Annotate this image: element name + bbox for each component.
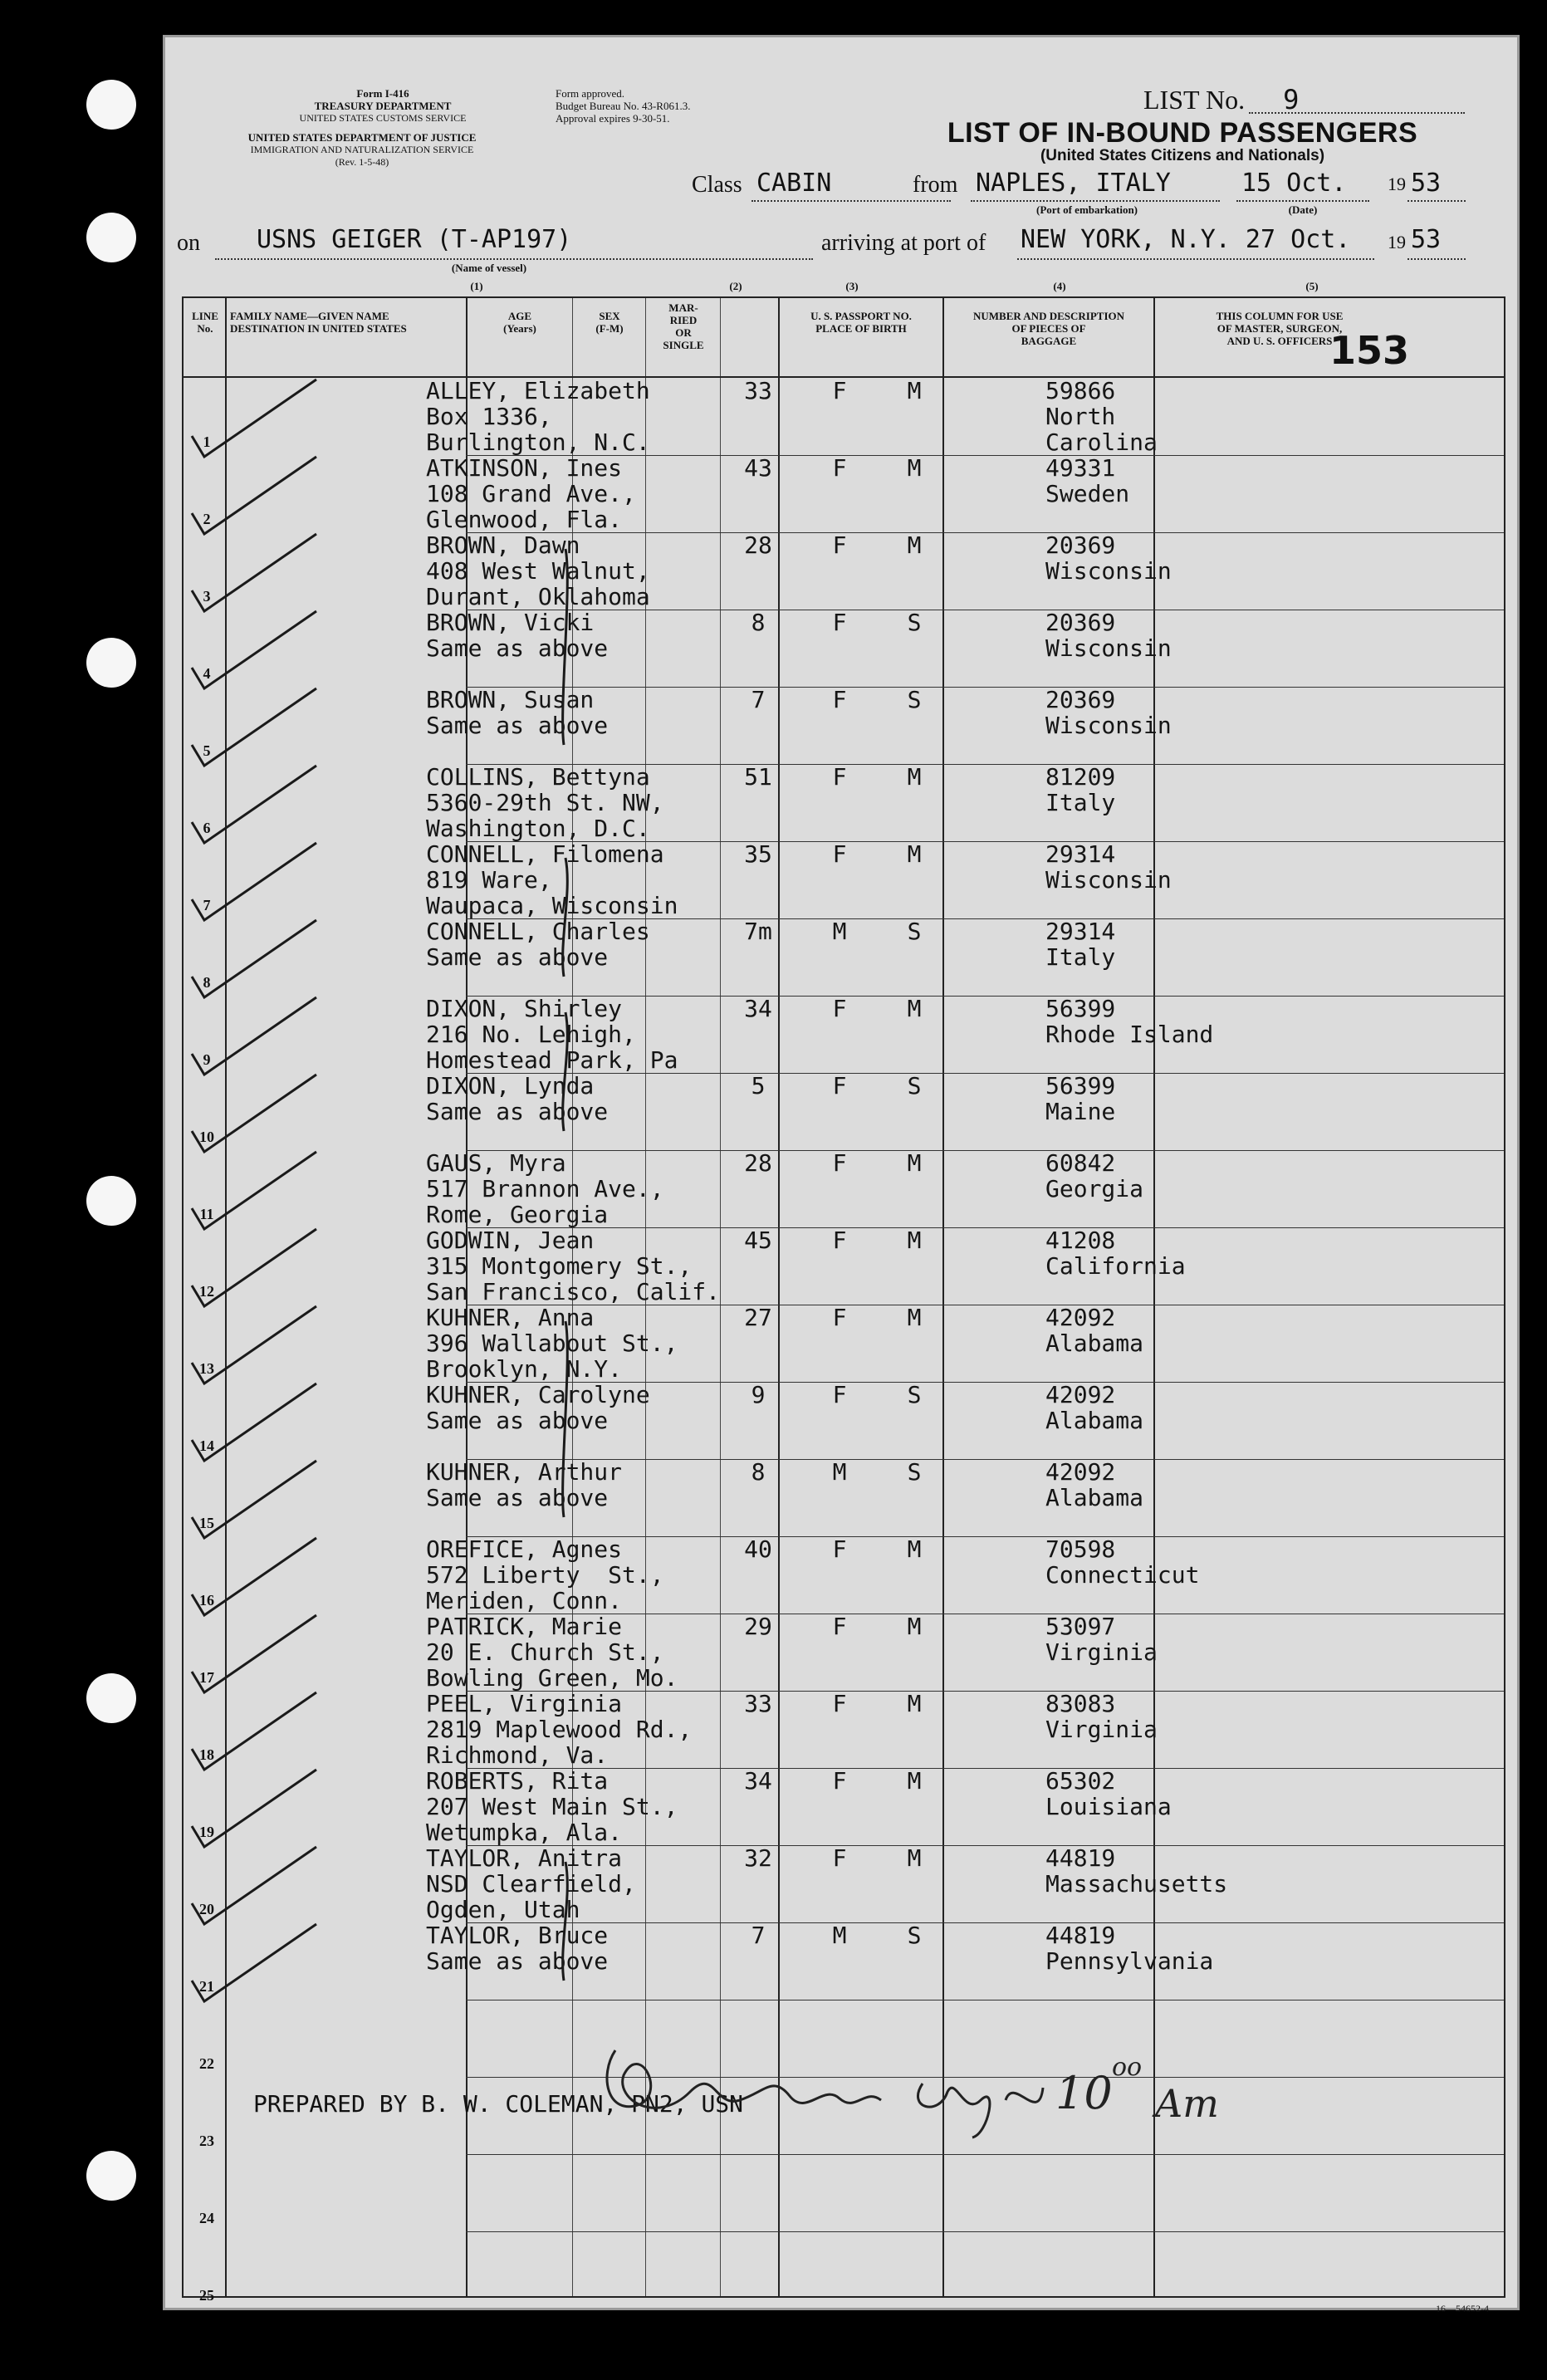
passenger-name: BROWN, Dawn [426,531,580,559]
check-mark [192,1383,316,1461]
marital-status: S [907,686,922,713]
place-of-birth: Alabama [1045,1330,1144,1357]
from-date: 15 Oct. [1241,169,1347,198]
from-year: 53 [1411,169,1442,198]
check-mark [192,1229,316,1306]
passenger-sex: F [832,1613,847,1640]
check-mark [192,611,316,688]
place-of-birth: California [1045,1252,1186,1280]
passenger-name: TAYLOR, Bruce [426,1922,609,1949]
svg-text:oo: oo [1112,2053,1143,2082]
passport-number: 29314 [1045,840,1116,868]
col-header-officer: THIS COLUMN FOR USE OF MASTER, SURGEON, AND U. S. OFFICERS [1216,310,1344,347]
passenger-sex: F [832,1535,847,1563]
from-port: NAPLES, ITALY [976,169,1171,198]
passport-number: 53097 [1045,1613,1116,1640]
passenger-address-2: Homestead Park, Pa [426,1046,678,1074]
marital-status: S [907,1458,922,1486]
marital-status: M [907,1767,922,1795]
passenger-address-1: 572 Liberty St., [426,1561,664,1589]
check-mark [192,1461,316,1538]
passport-number: 60842 [1045,1149,1116,1177]
passenger-age: 33 [744,377,772,404]
passenger-age: 35 [744,840,772,868]
line-number: 1 [203,433,211,450]
passport-number: 20369 [1045,686,1116,713]
customs-service: UNITED STATES CUSTOMS SERVICE [299,112,467,124]
passenger-sex: F [832,1304,847,1331]
place-of-birth: Sweden [1045,480,1130,507]
line-number: 23 [199,2133,214,2149]
passport-number: 20369 [1045,531,1116,559]
passenger-address-2: Ogden, Utah [426,1896,580,1923]
line-number: 8 [203,974,211,991]
check-mark [192,1924,316,2001]
line-number: 21 [199,1978,214,1995]
marital-status: S [907,609,922,636]
line-number: 15 [199,1515,214,1531]
passenger-age: 34 [744,1767,772,1795]
line-number: 5 [203,742,211,759]
passenger-address-1: 819 Ware, [426,866,552,894]
place-of-birth: Wisconsin [1045,557,1172,585]
passport-number: 44819 [1045,1844,1116,1872]
passenger-age: 7 [751,1922,766,1949]
marital-status: M [907,1844,922,1872]
year-prefix: 19 [1388,174,1406,194]
date-caption: (Date) [1288,203,1318,216]
line-number: 16 [199,1592,214,1609]
passenger-address-2: Rome, Georgia [426,1201,609,1228]
place-of-birth: Maine [1045,1098,1116,1125]
handwritten-signature [590,2025,1221,2142]
revision-date: (Rev. 1-5-48) [335,156,389,168]
line-number: 11 [199,1206,214,1222]
passport-number: 42092 [1045,1304,1116,1331]
svg-text:10: 10 [1055,2067,1113,2119]
passport-number: 29314 [1045,918,1116,945]
passenger-address-1: Same as above [426,1947,609,1975]
place-of-birth: North [1045,403,1116,430]
passenger-address-1: 216 No. Lehigh, [426,1021,636,1048]
place-of-birth-2: Carolina [1045,428,1158,456]
passenger-name: PEEL, Virginia [426,1690,623,1717]
check-mark [192,534,316,611]
passenger-age: 34 [744,995,772,1022]
check-mark [192,688,316,766]
line-number: 13 [199,1360,214,1377]
passenger-age: 51 [744,763,772,791]
check-mark [192,1770,316,1847]
arrival-year: 53 [1411,225,1442,254]
passenger-name: GAUS, Myra [426,1149,566,1177]
officer-stamp-number: 153 [1329,328,1410,373]
vessel-caption: (Name of vessel) [451,262,527,274]
place-of-birth: Virginia [1045,1638,1158,1666]
vessel-name: USNS GEIGER (T-AP197) [257,225,572,254]
check-mark [192,1692,316,1770]
passenger-name: KUHNER, Anna [426,1304,595,1331]
arriving-label: arriving at port of [821,230,986,256]
passenger-name: BROWN, Vicki [426,609,595,636]
check-mark [192,766,316,843]
marital-status: M [907,1227,922,1254]
passport-number: 81209 [1045,763,1116,791]
passenger-address-1: Same as above [426,943,609,971]
passenger-name: COLLINS, Bettyna [426,763,650,791]
col-header-married: MAR- RIED OR SINGLE [663,301,704,351]
on-label: on [177,230,200,256]
marital-status: S [907,918,922,945]
marital-status: M [907,1690,922,1717]
passenger-address-2: Glenwood, Fla. [426,506,623,533]
marital-status: S [907,1381,922,1408]
port-caption: (Port of embarkation) [1035,203,1138,216]
passenger-sex: M [832,918,847,945]
passenger-age: 7m [744,918,772,945]
passenger-name: GODWIN, Jean [426,1227,595,1254]
passenger-address-1: 315 Montgomery St., [426,1252,693,1280]
passenger-name: DIXON, Shirley [426,995,623,1022]
passenger-address-2: Richmond, Va. [426,1741,609,1769]
passenger-address-2: Waupaca, Wisconsin [426,892,678,919]
form-number: Form I-416 [356,87,409,100]
prepared-by: PREPARED BY B. W. COLEMAN, PN2, USN [253,2090,744,2118]
passenger-address-2: Durant, Oklahoma [426,583,650,610]
passenger-age: 8 [751,1458,766,1486]
passport-number: 20369 [1045,609,1116,636]
passenger-address-1: 5360-29th St. NW, [426,789,664,816]
from-label: from [913,172,958,198]
passport-number: 65302 [1045,1767,1116,1795]
passenger-sex: F [832,1844,847,1872]
passport-number: 49331 [1045,454,1116,482]
place-of-birth: Italy [1045,789,1116,816]
place-of-birth: Rhode Island [1045,1021,1214,1048]
passport-number: 44819 [1045,1922,1116,1949]
passport-number: 56399 [1045,995,1116,1022]
line-number: 4 [203,665,211,682]
family-brackets [541,298,590,2291]
form-approved: Form approved. [556,87,625,100]
passenger-address-2: Washington, D.C. [426,815,650,842]
list-number [1143,84,1299,115]
passenger-sex: F [832,1227,847,1254]
passenger-address-1: Same as above [426,1098,609,1125]
passenger-sex: F [832,1149,847,1177]
check-mark [192,1615,316,1692]
passenger-name: ATKINSON, Ines [426,454,623,482]
ins-service: IMMIGRATION AND NATURALIZATION SERVICE [250,144,474,155]
passport-number: 59866 [1045,377,1116,404]
passenger-age: 33 [744,1690,772,1717]
passenger-sex: F [832,1767,847,1795]
passenger-age: 28 [744,1149,772,1177]
place-of-birth: Georgia [1045,1175,1144,1202]
place-of-birth: Wisconsin [1045,866,1172,894]
budget-bureau: Budget Bureau No. 43-R061.3. [556,100,691,112]
line-number: 10 [199,1129,214,1145]
check-mark [192,457,316,534]
passenger-address-1: Same as above [426,712,609,739]
passenger-name: CONNELL, Filomena [426,840,664,868]
passenger-sex: F [832,531,847,559]
place-of-birth: Pennsylvania [1045,1947,1214,1975]
page-subtitle: (United States Citizens and Nationals) [1040,147,1325,164]
marital-status: M [907,840,922,868]
passenger-age: 7 [751,686,766,713]
check-mark [192,997,316,1075]
passenger-sex: F [832,609,847,636]
col-header-passport: U. S. PASSPORT NO. PLACE OF BIRTH [810,310,912,335]
passenger-table [182,296,1505,2304]
check-mark [192,1306,316,1383]
approval-block [556,87,821,125]
passenger-age: 43 [744,454,772,482]
arrival-port: NEW YORK, N.Y. 27 Oct. [1021,225,1351,254]
passenger-name: KUHNER, Carolyne [426,1381,650,1408]
class-value: CABIN [756,169,832,198]
line-number: 2 [203,511,211,527]
marital-status: M [907,377,922,404]
marital-status: M [907,454,922,482]
passenger-sex: F [832,1690,847,1717]
passenger-sex: F [832,995,847,1022]
passenger-address-1: 396 Wallabout St., [426,1330,678,1357]
justice-dept: UNITED STATES DEPARTMENT OF JUSTICE [247,131,477,144]
col-number-3: (3) [845,280,859,292]
marital-status: M [907,995,922,1022]
passenger-age: 29 [744,1613,772,1640]
passport-number: 41208 [1045,1227,1116,1254]
check-mark [192,1847,316,1924]
marital-status: M [907,1149,922,1177]
passenger-manifest-page [163,35,1520,2314]
line-number: 9 [203,1051,211,1068]
passenger-address-1: 2819 Maplewood Rd., [426,1716,693,1743]
passenger-address-2: San Francisco, Calif. [426,1278,721,1305]
place-of-birth: Italy [1045,943,1116,971]
passenger-name: KUHNER, Arthur [426,1458,623,1486]
check-mark [192,380,316,457]
passenger-sex: F [832,377,847,404]
passenger-address-1: 207 West Main St., [426,1793,678,1820]
check-mark [192,843,316,920]
passenger-name: CONNELL, Charles [426,918,650,945]
passenger-sex: F [832,454,847,482]
list-no-value: 9 [1283,84,1300,115]
form-agency-block [167,87,582,169]
marital-status: M [907,1304,922,1331]
check-mark [192,1538,316,1615]
punch-hole [86,80,136,130]
passenger-name: OREFICE, Agnes [426,1535,623,1563]
check-mark [192,1152,316,1229]
passport-number: 83083 [1045,1690,1116,1717]
passenger-address-2: Meriden, Conn. [426,1587,623,1614]
passenger-sex: F [832,763,847,791]
passenger-address-2: Bowling Green, Mo. [426,1664,678,1692]
passenger-address-1: Same as above [426,634,609,662]
col-header-name: FAMILY NAME—GIVEN NAME DESTINATION IN UNITED STATES [230,310,407,335]
place-of-birth: Wisconsin [1045,634,1172,662]
passenger-age: 45 [744,1227,772,1254]
place-of-birth: Wisconsin [1045,712,1172,739]
line-number: 19 [199,1824,214,1840]
passenger-age: 27 [744,1304,772,1331]
passport-number: 42092 [1045,1381,1116,1408]
marital-status: S [907,1922,922,1949]
line-number: 22 [199,2055,214,2072]
approval-expires: Approval expires 9-30-51. [556,112,670,125]
passenger-address-1: NSD Clearfield, [426,1870,636,1898]
passenger-address-1: Box 1336, [426,403,552,430]
place-of-birth: Massachusetts [1045,1870,1228,1898]
place-of-birth: Virginia [1045,1716,1158,1743]
col-number-5: (5) [1305,280,1319,292]
passenger-name: DIXON, Lynda [426,1072,595,1099]
passenger-sex: F [832,686,847,713]
line-number: 17 [199,1669,214,1686]
col-number-4: (4) [1053,280,1066,292]
place-of-birth: Louisiana [1045,1793,1172,1820]
passport-number: 70598 [1045,1535,1116,1563]
col-header-sex: SEX (F-M) [595,310,624,335]
line-number: 7 [203,897,211,913]
line-number: 14 [199,1437,214,1454]
passenger-address-1: Same as above [426,1484,609,1511]
passenger-name: PATRICK, Marie [426,1613,623,1640]
passenger-address-2: Wetumpka, Ala. [426,1819,623,1846]
punch-hole [86,213,136,262]
place-of-birth: Alabama [1045,1484,1144,1511]
line-number: 3 [203,588,211,605]
passenger-name: TAYLOR, Anitra [426,1844,623,1872]
col-number-2: (2) [729,280,742,292]
treasury-dept: TREASURY DEPARTMENT [314,100,452,112]
col-header-line: LINE No. [192,310,218,335]
passenger-name: ROBERTS, Rita [426,1767,609,1795]
line-number: 25 [199,2287,214,2304]
line-number: 18 [199,1746,214,1763]
line-number: 12 [199,1283,214,1300]
passenger-address-1: Same as above [426,1407,609,1434]
marital-status: M [907,1535,922,1563]
passenger-address-1: 408 West Walnut, [426,557,650,585]
passenger-sex: M [832,1458,847,1486]
col-header-baggage: NUMBER AND DESCRIPTION OF PIECES OF BAGGAGE [972,310,1125,347]
passenger-age: 28 [744,531,772,559]
class-label: Class [692,172,742,198]
marital-status: S [907,1072,922,1099]
passenger-sex: F [832,1072,847,1099]
passenger-age: 8 [751,609,766,636]
col-header-age: AGE (Years) [503,310,536,335]
line-number: 20 [199,1901,214,1917]
marital-status: M [907,531,922,559]
check-mark [192,1075,316,1152]
page-title: LIST OF IN-BOUND PASSENGERS [947,117,1418,149]
passenger-sex: F [832,1381,847,1408]
place-of-birth: Connecticut [1045,1561,1200,1589]
passenger-name: ALLEY, Elizabeth [426,377,650,404]
marital-status: M [907,1613,922,1640]
passport-number: 56399 [1045,1072,1116,1099]
footer-code: 16—54652-4 [1436,2303,1489,2314]
passenger-address-1: 108 Grand Ave., [426,480,636,507]
passport-number: 42092 [1045,1458,1116,1486]
passenger-address-2: Burlington, N.C. [426,428,650,456]
passenger-age: 9 [751,1381,766,1408]
svg-text:Am: Am [1155,2081,1219,2126]
marital-status: M [907,763,922,791]
passenger-age: 5 [751,1072,766,1099]
col-number-1: (1) [470,280,483,292]
place-of-birth: Alabama [1045,1407,1144,1434]
passenger-name: BROWN, Susan [426,686,595,713]
check-marks [109,298,391,2291]
passenger-address-1: 517 Brannon Ave., [426,1175,664,1202]
passenger-age: 40 [744,1535,772,1563]
line-number: 24 [199,2210,214,2226]
line-number: 6 [203,820,211,836]
year-prefix-2: 19 [1388,232,1406,252]
passenger-age: 32 [744,1844,772,1872]
passenger-address-1: 20 E. Church St., [426,1638,664,1666]
passenger-address-2: Brooklyn, N.Y. [426,1355,623,1383]
passenger-sex: M [832,1922,847,1949]
list-no-label: LIST No. [1143,85,1246,115]
check-mark [192,920,316,997]
passenger-sex: F [832,840,847,868]
